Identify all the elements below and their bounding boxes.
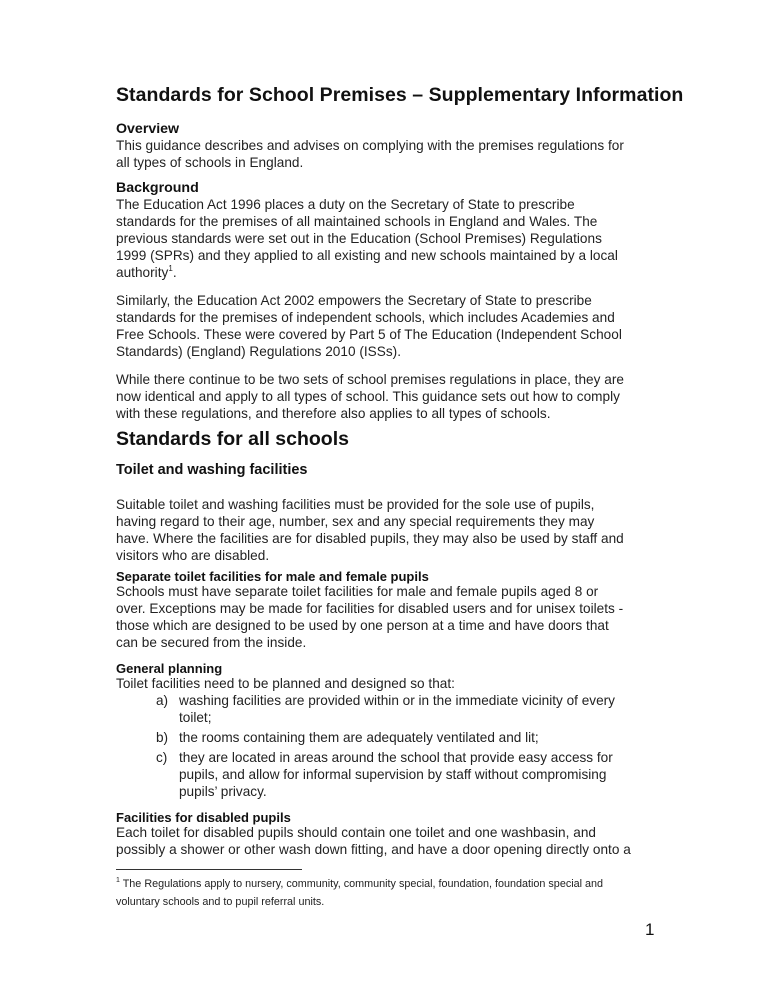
background-text-line: standards for the premises of all maintained schools in England and Wales. The: [116, 214, 598, 229]
overview-text-line: This guidance describes and advises on complying with the premises regulations for: [116, 138, 624, 153]
footnote-text: The Regulations apply to nursery, community, community special, foundation, foundation special and: [119, 878, 604, 890]
background-text-line: previous standards were set out in the Education (School Premises) Regulations: [116, 231, 602, 246]
section-heading-standards: Standards for all schools: [116, 428, 349, 450]
list-item-text-line: the rooms containing them are adequately ventilated and lit;: [179, 730, 539, 745]
list-item-text-line: pupils’ privacy.: [179, 784, 267, 799]
disabled-facilities-text-line: possibly a shower or other wash down fitting, and have a door opening directly onto a: [116, 842, 631, 857]
footnote-marker: 1: [116, 877, 120, 884]
general-planning-intro: Toilet facilities need to be planned and designed so that:: [116, 676, 455, 691]
background-text-line: While there continue to be two sets of school premises regulations in place, they are: [116, 372, 624, 387]
background-text-line: 1999 (SPRs) and they applied to all existing and new schools maintained by a local: [116, 248, 618, 263]
footnote-separator: [116, 869, 302, 870]
disabled-facilities-heading: Facilities for disabled pupils: [116, 810, 291, 825]
background-text-line: now identical and apply to all types of school. This guidance sets out how to comply: [116, 389, 620, 404]
background-text: authority: [116, 265, 169, 280]
background-text-line: Standards) (England) Regulations 2010 (ISSs).: [116, 344, 402, 359]
background-text-line: [116, 265, 177, 280]
footnote-line: voluntary schools and to pupil referral units.: [116, 896, 325, 908]
list-item-text-line: pupils, and allow for informal supervision by staff without compromising: [179, 767, 607, 782]
list-item-text-line: they are located in areas around the school that provide easy access for: [179, 750, 613, 765]
toilets-text-line: Suitable toilet and washing facilities must be provided for the sole use of pupils,: [116, 497, 595, 512]
separate-facilities-text-line: can be secured from the inside.: [116, 635, 307, 650]
list-item-label: c): [156, 750, 168, 765]
background-heading: Background: [116, 180, 199, 196]
background-text-line: Similarly, the Education Act 2002 empowers the Secretary of State to prescribe: [116, 293, 592, 308]
separate-facilities-text-line: Schools must have separate toilet facilities for male and female pupils aged 8 or: [116, 584, 599, 599]
footnote-line: [116, 878, 603, 890]
background-text-line: standards for the premises of independent schools, which includes Academies and: [116, 310, 615, 325]
background-text-end: .: [172, 265, 177, 280]
separate-facilities-heading: Separate toilet facilities for male and female pupils: [116, 569, 429, 584]
separate-facilities-text-line: over. Exceptions may be made for facilities for disabled users and for unisex toilets -: [116, 601, 624, 616]
list-item-label: a): [156, 693, 169, 708]
document-title: Standards for School Premises – Supplementary Information: [116, 84, 684, 106]
overview-heading: Overview: [116, 121, 180, 137]
list-item-text-line: washing facilities are provided within or in the immediate vicinity of every: [179, 693, 615, 708]
page-number: 1: [645, 920, 655, 939]
subsection-heading-toilets: Toilet and washing facilities: [116, 462, 308, 478]
footnote-reference[interactable]: 1: [168, 264, 173, 273]
background-text-line: with these regulations, and therefore also applies to all types of schools.: [116, 406, 551, 421]
background-text-line: Free Schools. These were covered by Part 5 of The Education (Independent School: [116, 327, 622, 342]
overview-text-line: all types of schools in England.: [116, 155, 304, 170]
separate-facilities-text-line: those which are designed to be used by one person at a time and have doors that: [116, 618, 609, 633]
toilets-text-line: having regard to their age, number, sex and any special requirements they may: [116, 514, 595, 529]
list-item-label: b): [156, 730, 169, 745]
list-item-text-line: toilet;: [179, 710, 212, 725]
toilets-text-line: visitors who are disabled.: [116, 548, 270, 563]
toilets-text-line: have. Where the facilities are for disabled pupils, they may also be used by staff and: [116, 531, 624, 546]
background-text-line: The Education Act 1996 places a duty on the Secretary of State to prescribe: [116, 197, 575, 212]
general-planning-heading: General planning: [116, 661, 223, 676]
disabled-facilities-text-line: Each toilet for disabled pupils should contain one toilet and one washbasin, and: [116, 825, 596, 840]
